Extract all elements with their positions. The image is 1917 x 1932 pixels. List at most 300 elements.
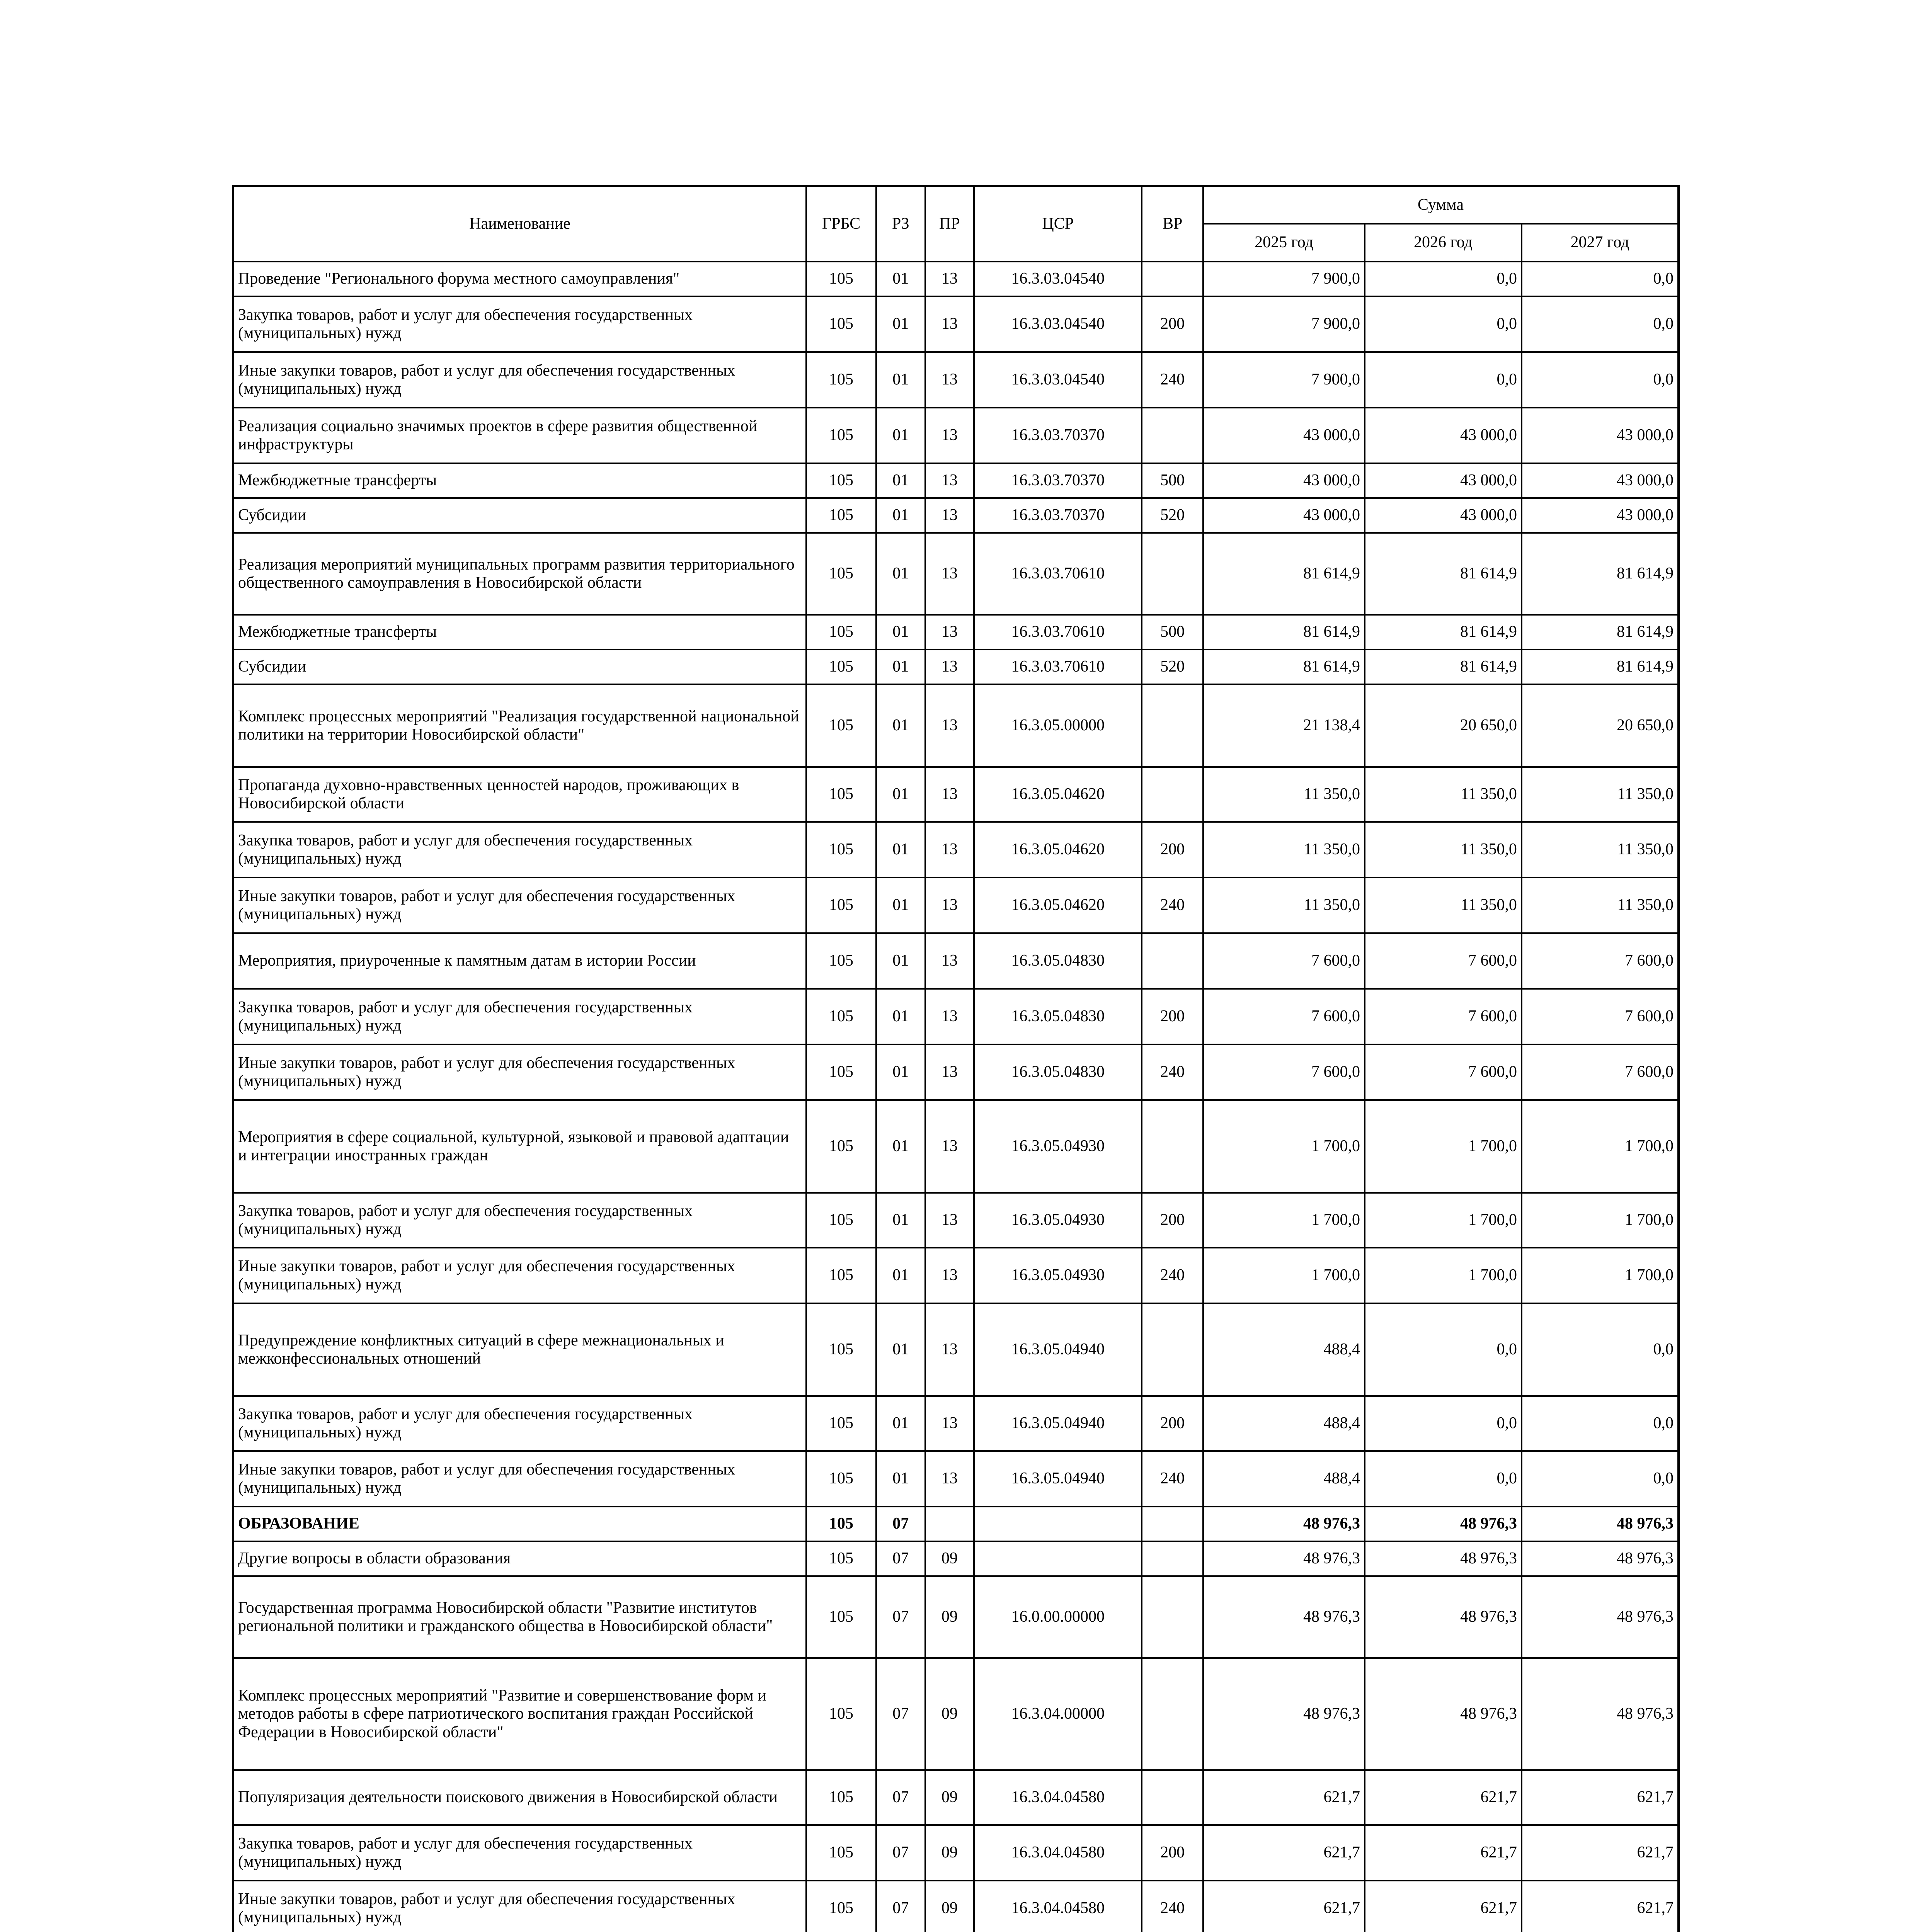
row-sum-2025: 621,7 <box>1203 1770 1365 1825</box>
row-vr: 240 <box>1142 1451 1203 1507</box>
row-csr: 16.3.04.00000 <box>974 1658 1142 1770</box>
row-sum-2026: 81 614,9 <box>1365 615 1522 650</box>
budget-table <box>232 185 1680 1932</box>
row-pr: 13 <box>925 1451 974 1507</box>
table-row <box>233 1770 1679 1825</box>
row-name: Иные закупки товаров, работ и услуг для обеспечения государственных (муниципальных) нужд <box>233 1881 806 1932</box>
row-grbs: 105 <box>806 533 876 615</box>
row-sum-2026: 621,7 <box>1365 1881 1522 1932</box>
row-sum-2026: 0,0 <box>1365 1451 1522 1507</box>
row-csr: 16.3.03.70610 <box>974 650 1142 684</box>
row-csr: 16.3.03.04540 <box>974 262 1142 296</box>
header-grbs: ГРБС <box>806 186 876 262</box>
row-grbs: 105 <box>806 1576 876 1658</box>
row-name: Закупка товаров, работ и услуг для обеспечения государственных (муниципальных) нужд <box>233 1825 806 1881</box>
row-grbs: 105 <box>806 933 876 989</box>
row-rz: 01 <box>876 1193 925 1248</box>
row-sum-2027: 1 700,0 <box>1522 1100 1679 1193</box>
row-grbs: 105 <box>806 822 876 878</box>
row-rz: 01 <box>876 498 925 533</box>
row-sum-2026: 7 600,0 <box>1365 989 1522 1044</box>
row-sum-2025: 7 600,0 <box>1203 1044 1365 1100</box>
row-vr <box>1142 933 1203 989</box>
row-vr <box>1142 1541 1203 1576</box>
row-pr: 13 <box>925 989 974 1044</box>
row-rz: 07 <box>876 1576 925 1658</box>
header-year-2026: 2026 год <box>1365 224 1522 262</box>
row-sum-2026: 1 700,0 <box>1365 1100 1522 1193</box>
row-vr <box>1142 1303 1203 1396</box>
row-rz: 01 <box>876 989 925 1044</box>
row-grbs: 105 <box>806 615 876 650</box>
row-pr: 13 <box>925 767 974 822</box>
row-pr: 13 <box>925 352 974 408</box>
row-rz: 01 <box>876 352 925 408</box>
row-name: Комплекс процессных мероприятий "Реализация государственной национальной политики на территории Новосибирской области" <box>233 684 806 767</box>
row-pr: 13 <box>925 408 974 463</box>
table-row <box>233 1044 1679 1100</box>
table-row <box>233 684 1679 767</box>
table-row <box>233 1396 1679 1451</box>
row-sum-2026: 7 600,0 <box>1365 933 1522 989</box>
row-grbs: 105 <box>806 767 876 822</box>
row-pr: 13 <box>925 1248 974 1303</box>
table-header <box>233 186 1679 262</box>
row-vr <box>1142 408 1203 463</box>
row-sum-2026: 0,0 <box>1365 296 1522 352</box>
row-sum-2025: 621,7 <box>1203 1825 1365 1881</box>
row-pr: 09 <box>925 1825 974 1881</box>
row-name: Иные закупки товаров, работ и услуг для обеспечения государственных (муниципальных) нужд <box>233 1248 806 1303</box>
row-vr <box>1142 684 1203 767</box>
table-row <box>233 1825 1679 1881</box>
row-pr: 13 <box>925 822 974 878</box>
row-csr: 16.3.04.04580 <box>974 1770 1142 1825</box>
row-pr: 09 <box>925 1658 974 1770</box>
row-sum-2025: 1 700,0 <box>1203 1248 1365 1303</box>
row-name: ОБРАЗОВАНИЕ <box>233 1507 806 1541</box>
row-grbs: 105 <box>806 1658 876 1770</box>
row-sum-2025: 621,7 <box>1203 1881 1365 1932</box>
row-pr: 13 <box>925 933 974 989</box>
row-csr: 16.3.05.04830 <box>974 989 1142 1044</box>
row-sum-2026: 621,7 <box>1365 1825 1522 1881</box>
row-sum-2025: 48 976,3 <box>1203 1576 1365 1658</box>
row-csr: 16.3.05.04940 <box>974 1303 1142 1396</box>
row-vr: 240 <box>1142 352 1203 408</box>
row-name: Популяризация деятельности поискового движения в Новосибирской области <box>233 1770 806 1825</box>
row-sum-2027: 20 650,0 <box>1522 684 1679 767</box>
row-pr: 13 <box>925 878 974 933</box>
row-sum-2025: 11 350,0 <box>1203 878 1365 933</box>
row-csr: 16.3.03.70370 <box>974 498 1142 533</box>
row-sum-2027: 48 976,3 <box>1522 1507 1679 1541</box>
table-row <box>233 498 1679 533</box>
row-name: Реализация социально значимых проектов в сфере развития общественной инфраструктуры <box>233 408 806 463</box>
row-rz: 01 <box>876 822 925 878</box>
row-pr: 13 <box>925 463 974 498</box>
row-vr: 200 <box>1142 1825 1203 1881</box>
row-grbs: 105 <box>806 684 876 767</box>
row-name: Мероприятия, приуроченные к памятным датам в истории России <box>233 933 806 989</box>
row-vr <box>1142 1100 1203 1193</box>
row-pr: 09 <box>925 1576 974 1658</box>
row-rz: 01 <box>876 650 925 684</box>
row-pr: 13 <box>925 498 974 533</box>
row-sum-2026: 0,0 <box>1365 1396 1522 1451</box>
row-sum-2025: 488,4 <box>1203 1303 1365 1396</box>
table-row <box>233 1451 1679 1507</box>
row-vr <box>1142 1770 1203 1825</box>
table-row <box>233 296 1679 352</box>
row-sum-2026: 48 976,3 <box>1365 1658 1522 1770</box>
row-vr: 500 <box>1142 463 1203 498</box>
row-name: Иные закупки товаров, работ и услуг для обеспечения государственных (муниципальных) нужд <box>233 878 806 933</box>
header-sum: Сумма <box>1203 186 1679 224</box>
table-body <box>233 262 1679 1932</box>
row-vr: 500 <box>1142 615 1203 650</box>
row-rz: 01 <box>876 767 925 822</box>
row-sum-2027: 621,7 <box>1522 1881 1679 1932</box>
row-sum-2027: 81 614,9 <box>1522 533 1679 615</box>
row-sum-2026: 0,0 <box>1365 1303 1522 1396</box>
row-grbs: 105 <box>806 878 876 933</box>
row-sum-2025: 7 900,0 <box>1203 352 1365 408</box>
row-name: Межбюджетные трансферты <box>233 615 806 650</box>
row-vr: 240 <box>1142 1248 1203 1303</box>
row-sum-2025: 1 700,0 <box>1203 1100 1365 1193</box>
header-year-2027: 2027 год <box>1522 224 1679 262</box>
row-grbs: 105 <box>806 650 876 684</box>
row-rz: 07 <box>876 1658 925 1770</box>
row-pr: 13 <box>925 684 974 767</box>
row-sum-2026: 48 976,3 <box>1365 1507 1522 1541</box>
row-csr: 16.3.05.04830 <box>974 1044 1142 1100</box>
row-rz: 01 <box>876 684 925 767</box>
row-name: Закупка товаров, работ и услуг для обеспечения государственных (муниципальных) нужд <box>233 1193 806 1248</box>
row-rz: 07 <box>876 1825 925 1881</box>
row-pr <box>925 1507 974 1541</box>
row-name: Реализация мероприятий муниципальных программ развития территориального общественного самоуправления в Новосибирской области <box>233 533 806 615</box>
row-sum-2025: 48 976,3 <box>1203 1507 1365 1541</box>
row-name: Пропаганда духовно-нравственных ценностей народов, проживающих в Новосибирской области <box>233 767 806 822</box>
row-rz: 07 <box>876 1541 925 1576</box>
row-name: Закупка товаров, работ и услуг для обеспечения государственных (муниципальных) нужд <box>233 822 806 878</box>
table-row <box>233 1248 1679 1303</box>
row-vr: 200 <box>1142 296 1203 352</box>
row-sum-2027: 48 976,3 <box>1522 1658 1679 1770</box>
row-rz: 01 <box>876 262 925 296</box>
row-sum-2026: 81 614,9 <box>1365 533 1522 615</box>
table-row <box>233 262 1679 296</box>
row-name: Межбюджетные трансферты <box>233 463 806 498</box>
table-row <box>233 822 1679 878</box>
row-sum-2026: 20 650,0 <box>1365 684 1522 767</box>
table-row <box>233 989 1679 1044</box>
row-grbs: 105 <box>806 1396 876 1451</box>
row-vr: 200 <box>1142 822 1203 878</box>
row-csr: 16.3.05.04620 <box>974 878 1142 933</box>
row-name: Государственная программа Новосибирской области "Развитие институтов региональной политики и гражданского общества в Новосибирской области" <box>233 1576 806 1658</box>
row-grbs: 105 <box>806 296 876 352</box>
header-year-2025: 2025 год <box>1203 224 1365 262</box>
row-sum-2025: 488,4 <box>1203 1396 1365 1451</box>
row-pr: 09 <box>925 1770 974 1825</box>
row-sum-2027: 48 976,3 <box>1522 1576 1679 1658</box>
row-grbs: 105 <box>806 463 876 498</box>
row-pr: 13 <box>925 1193 974 1248</box>
row-csr: 16.3.05.04940 <box>974 1396 1142 1451</box>
row-grbs: 105 <box>806 1541 876 1576</box>
row-csr: 16.3.03.70370 <box>974 463 1142 498</box>
row-vr: 200 <box>1142 1193 1203 1248</box>
row-sum-2027: 81 614,9 <box>1522 650 1679 684</box>
row-sum-2027: 43 000,0 <box>1522 498 1679 533</box>
row-sum-2027: 0,0 <box>1522 262 1679 296</box>
row-grbs: 105 <box>806 352 876 408</box>
row-pr: 13 <box>925 1044 974 1100</box>
table-row <box>233 878 1679 933</box>
table-row <box>233 533 1679 615</box>
row-sum-2026: 1 700,0 <box>1365 1193 1522 1248</box>
row-vr <box>1142 533 1203 615</box>
row-grbs: 105 <box>806 1044 876 1100</box>
row-sum-2027: 11 350,0 <box>1522 822 1679 878</box>
row-sum-2025: 488,4 <box>1203 1451 1365 1507</box>
row-name: Мероприятия в сфере социальной, культурной, языковой и правовой адаптации и интеграции иностранных граждан <box>233 1100 806 1193</box>
row-name: Комплекс процессных мероприятий "Развитие и совершенствование форм и методов работы в сфере патриотического воспитания граждан Российской Федерации в Новосибирской области" <box>233 1658 806 1770</box>
row-sum-2027: 0,0 <box>1522 1303 1679 1396</box>
row-sum-2025: 11 350,0 <box>1203 822 1365 878</box>
row-sum-2025: 7 900,0 <box>1203 262 1365 296</box>
row-csr: 16.3.03.04540 <box>974 352 1142 408</box>
table-row <box>233 463 1679 498</box>
row-pr: 13 <box>925 262 974 296</box>
header-name: Наименование <box>233 186 806 262</box>
row-sum-2027: 81 614,9 <box>1522 615 1679 650</box>
table-row <box>233 1881 1679 1932</box>
row-sum-2027: 7 600,0 <box>1522 989 1679 1044</box>
row-vr <box>1142 1658 1203 1770</box>
row-csr: 16.3.05.00000 <box>974 684 1142 767</box>
row-sum-2027: 43 000,0 <box>1522 408 1679 463</box>
row-pr: 13 <box>925 615 974 650</box>
row-vr <box>1142 262 1203 296</box>
row-rz: 07 <box>876 1507 925 1541</box>
row-name: Закупка товаров, работ и услуг для обеспечения государственных (муниципальных) нужд <box>233 1396 806 1451</box>
row-sum-2025: 21 138,4 <box>1203 684 1365 767</box>
row-sum-2025: 48 976,3 <box>1203 1541 1365 1576</box>
row-sum-2026: 621,7 <box>1365 1770 1522 1825</box>
row-sum-2026: 0,0 <box>1365 262 1522 296</box>
table-row <box>233 767 1679 822</box>
row-sum-2027: 0,0 <box>1522 1451 1679 1507</box>
row-sum-2026: 48 976,3 <box>1365 1541 1522 1576</box>
row-csr: 16.3.05.04830 <box>974 933 1142 989</box>
row-csr: 16.3.03.70610 <box>974 533 1142 615</box>
row-rz: 01 <box>876 615 925 650</box>
row-grbs: 105 <box>806 408 876 463</box>
table-row <box>233 1303 1679 1396</box>
row-sum-2026: 43 000,0 <box>1365 408 1522 463</box>
row-sum-2026: 43 000,0 <box>1365 498 1522 533</box>
row-sum-2026: 48 976,3 <box>1365 1576 1522 1658</box>
row-name: Субсидии <box>233 498 806 533</box>
row-csr: 16.3.03.70610 <box>974 615 1142 650</box>
row-sum-2026: 1 700,0 <box>1365 1248 1522 1303</box>
row-vr: 240 <box>1142 878 1203 933</box>
row-grbs: 105 <box>806 1248 876 1303</box>
row-sum-2027: 48 976,3 <box>1522 1541 1679 1576</box>
row-sum-2027: 7 600,0 <box>1522 1044 1679 1100</box>
row-vr <box>1142 767 1203 822</box>
row-name: Закупка товаров, работ и услуг для обеспечения государственных (муниципальных) нужд <box>233 989 806 1044</box>
row-name: Другие вопросы в области образования <box>233 1541 806 1576</box>
row-pr: 09 <box>925 1541 974 1576</box>
row-rz: 01 <box>876 1044 925 1100</box>
row-csr: 16.3.05.04620 <box>974 822 1142 878</box>
row-csr: 16.3.05.04620 <box>974 767 1142 822</box>
row-sum-2025: 81 614,9 <box>1203 533 1365 615</box>
row-rz: 01 <box>876 933 925 989</box>
row-csr: 16.3.03.04540 <box>974 296 1142 352</box>
row-grbs: 105 <box>806 1193 876 1248</box>
row-rz: 01 <box>876 1100 925 1193</box>
table-row <box>233 1507 1679 1541</box>
row-sum-2026: 43 000,0 <box>1365 463 1522 498</box>
row-pr: 13 <box>925 1100 974 1193</box>
row-csr: 16.3.05.04930 <box>974 1193 1142 1248</box>
row-grbs: 105 <box>806 1770 876 1825</box>
row-grbs: 105 <box>806 498 876 533</box>
table-row <box>233 1100 1679 1193</box>
row-sum-2025: 81 614,9 <box>1203 615 1365 650</box>
row-pr: 13 <box>925 650 974 684</box>
row-sum-2026: 81 614,9 <box>1365 650 1522 684</box>
row-pr: 13 <box>925 533 974 615</box>
row-sum-2026: 11 350,0 <box>1365 822 1522 878</box>
row-sum-2025: 43 000,0 <box>1203 408 1365 463</box>
row-grbs: 105 <box>806 1100 876 1193</box>
row-vr <box>1142 1576 1203 1658</box>
row-grbs: 105 <box>806 262 876 296</box>
row-sum-2026: 11 350,0 <box>1365 767 1522 822</box>
row-sum-2027: 1 700,0 <box>1522 1248 1679 1303</box>
row-vr: 240 <box>1142 1044 1203 1100</box>
row-grbs: 105 <box>806 1825 876 1881</box>
row-csr: 16.3.03.70370 <box>974 408 1142 463</box>
row-sum-2025: 43 000,0 <box>1203 463 1365 498</box>
row-sum-2027: 1 700,0 <box>1522 1193 1679 1248</box>
row-vr: 200 <box>1142 1396 1203 1451</box>
row-sum-2027: 0,0 <box>1522 296 1679 352</box>
row-name: Субсидии <box>233 650 806 684</box>
row-rz: 01 <box>876 878 925 933</box>
header-rz: РЗ <box>876 186 925 262</box>
row-pr: 09 <box>925 1881 974 1932</box>
row-name: Иные закупки товаров, работ и услуг для обеспечения государственных (муниципальных) нужд <box>233 352 806 408</box>
row-sum-2027: 621,7 <box>1522 1770 1679 1825</box>
row-name: Иные закупки товаров, работ и услуг для обеспечения государственных (муниципальных) нужд <box>233 1451 806 1507</box>
row-csr: 16.3.05.04930 <box>974 1248 1142 1303</box>
table-row <box>233 1541 1679 1576</box>
table-row <box>233 1576 1679 1658</box>
row-csr <box>974 1541 1142 1576</box>
row-rz: 07 <box>876 1881 925 1932</box>
table-row <box>233 933 1679 989</box>
row-name: Закупка товаров, работ и услуг для обеспечения государственных (муниципальных) нужд <box>233 296 806 352</box>
row-sum-2027: 621,7 <box>1522 1825 1679 1881</box>
table-row <box>233 615 1679 650</box>
row-csr: 16.3.05.04930 <box>974 1100 1142 1193</box>
table-row <box>233 352 1679 408</box>
row-pr: 13 <box>925 1396 974 1451</box>
row-csr: 16.3.04.04580 <box>974 1881 1142 1932</box>
row-vr <box>1142 1507 1203 1541</box>
row-vr: 240 <box>1142 1881 1203 1932</box>
row-grbs: 105 <box>806 1303 876 1396</box>
header-pr: ПР <box>925 186 974 262</box>
row-sum-2027: 11 350,0 <box>1522 767 1679 822</box>
row-vr: 200 <box>1142 989 1203 1044</box>
header-csr: ЦСР <box>974 186 1142 262</box>
row-sum-2027: 7 600,0 <box>1522 933 1679 989</box>
row-rz: 01 <box>876 1303 925 1396</box>
row-sum-2027: 11 350,0 <box>1522 878 1679 933</box>
table-row <box>233 1658 1679 1770</box>
row-sum-2025: 81 614,9 <box>1203 650 1365 684</box>
row-sum-2025: 48 976,3 <box>1203 1658 1365 1770</box>
row-pr: 13 <box>925 296 974 352</box>
row-sum-2025: 7 900,0 <box>1203 296 1365 352</box>
row-pr: 13 <box>925 1303 974 1396</box>
row-csr: 16.3.05.04940 <box>974 1451 1142 1507</box>
row-grbs: 105 <box>806 1881 876 1932</box>
row-rz: 01 <box>876 463 925 498</box>
row-sum-2027: 0,0 <box>1522 352 1679 408</box>
row-csr: 16.3.04.04580 <box>974 1825 1142 1881</box>
row-sum-2025: 43 000,0 <box>1203 498 1365 533</box>
row-name: Иные закупки товаров, работ и услуг для обеспечения государственных (муниципальных) нужд <box>233 1044 806 1100</box>
row-sum-2025: 1 700,0 <box>1203 1193 1365 1248</box>
row-name: Предупреждение конфликтных ситуаций в сфере межнациональных и межконфессиональных отношений <box>233 1303 806 1396</box>
row-vr: 520 <box>1142 498 1203 533</box>
row-rz: 01 <box>876 1248 925 1303</box>
row-sum-2025: 7 600,0 <box>1203 989 1365 1044</box>
row-name: Проведение "Регионального форума местного самоуправления" <box>233 262 806 296</box>
row-vr: 520 <box>1142 650 1203 684</box>
row-csr <box>974 1507 1142 1541</box>
row-grbs: 105 <box>806 1507 876 1541</box>
row-sum-2026: 0,0 <box>1365 352 1522 408</box>
row-csr: 16.0.00.00000 <box>974 1576 1142 1658</box>
row-rz: 01 <box>876 1396 925 1451</box>
row-rz: 01 <box>876 533 925 615</box>
row-sum-2025: 11 350,0 <box>1203 767 1365 822</box>
table-row <box>233 1193 1679 1248</box>
row-sum-2026: 11 350,0 <box>1365 878 1522 933</box>
row-sum-2026: 7 600,0 <box>1365 1044 1522 1100</box>
row-rz: 07 <box>876 1770 925 1825</box>
table-row <box>233 650 1679 684</box>
row-rz: 01 <box>876 408 925 463</box>
row-sum-2027: 0,0 <box>1522 1396 1679 1451</box>
header-vr: ВР <box>1142 186 1203 262</box>
row-grbs: 105 <box>806 989 876 1044</box>
row-sum-2025: 7 600,0 <box>1203 933 1365 989</box>
row-grbs: 105 <box>806 1451 876 1507</box>
row-rz: 01 <box>876 1451 925 1507</box>
